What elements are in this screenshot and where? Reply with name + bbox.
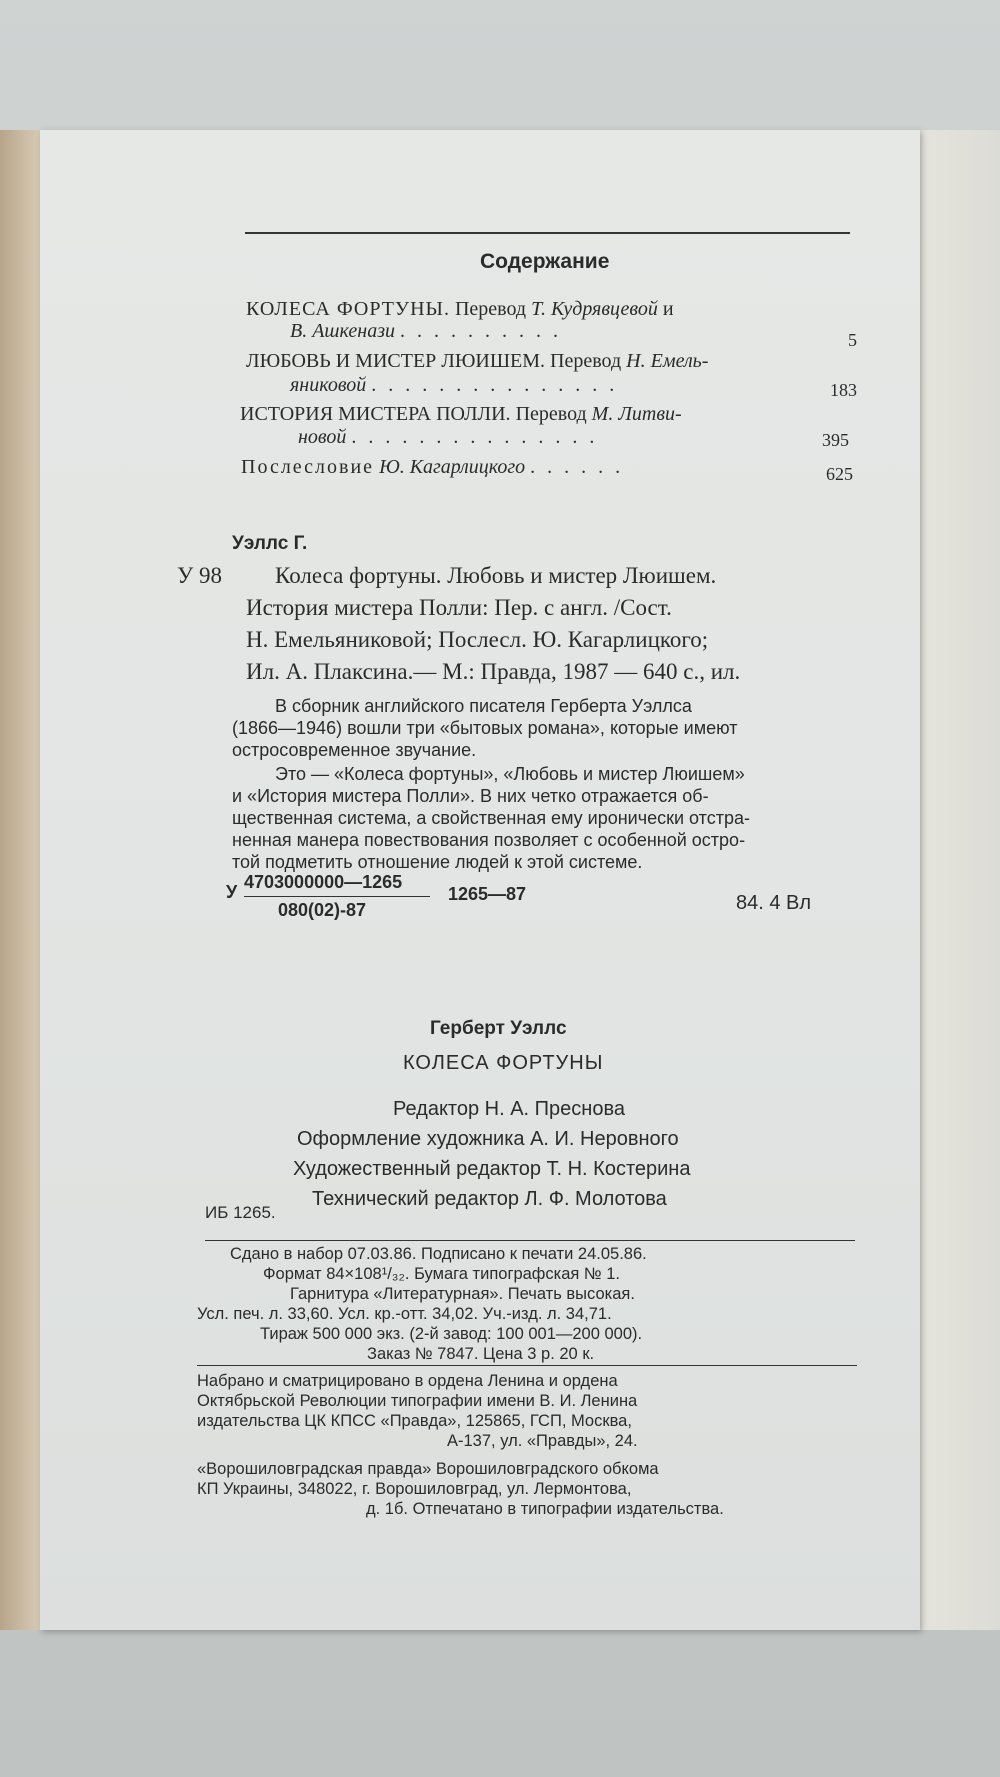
fraction-bar [244, 896, 430, 897]
annotation-line: ненная манера повествования позволяет с особенной остро- [232, 830, 746, 850]
toc-conj: и [662, 298, 674, 320]
annotation-line: В сборник английского писателя Герберта Уэллса [275, 696, 692, 716]
credits-staff: Художественный редактор Т. Н. Костерина [293, 1158, 691, 1180]
toc-page: 183 [830, 380, 857, 400]
catalog-line: Ил. А. Плаксина.— М.: Правда, 1987 — 640 с., ил. [246, 659, 741, 684]
annotation-line: остросовременное звучание. [232, 740, 477, 760]
toc-translator: Н. Емель- [626, 350, 709, 372]
annotation-line: (1866—1946) вошли три «бытовых романа», которые имеют [232, 718, 738, 738]
catalog-line: Колеса фортуны. Любовь и мистер Люишем. [275, 563, 717, 588]
toc-leader: ............... [351, 426, 607, 448]
credits-author: Герберт Уэллс [430, 1018, 567, 1039]
credits-staff: Редактор Н. А. Преснова [393, 1098, 625, 1120]
toc-title: КОЛЕСА ФОРТУНЫ. [246, 298, 450, 320]
catalog-code-numerator: 4703000000—1265 [244, 872, 403, 892]
imprint-line: Сдано в набор 07.03.86. Подписано к печати 24.05.86. [230, 1245, 647, 1263]
imprint-rule-mid [197, 1365, 857, 1366]
toc-translator-2: яниковой [290, 374, 367, 396]
catalog-bbk: 84. 4 Вл [736, 892, 812, 914]
annotation-line: Это — «Колеса фортуны», «Любовь и мистер Люишем» [275, 764, 745, 784]
toc-leader: .......... [400, 320, 570, 342]
printer-line: Октябрьской Революции типографии имени В. И. Ленина [197, 1392, 638, 1410]
toc-translator-2: В. Ашкенази [290, 320, 395, 342]
toc-label: Перевод [515, 403, 587, 425]
toc-translator: Т. Кудрявцевой [531, 298, 658, 320]
credits-book-title: КОЛЕСА ФОРТУНЫ [403, 1052, 604, 1074]
printer-line: д. 1б. Отпечатано в типографии издательства. [366, 1500, 724, 1518]
catalog-author-heading: Уэллс Г. [232, 533, 308, 554]
toc-translator: М. Литви- [591, 403, 682, 425]
toc-leader: ...... [530, 456, 633, 478]
printer-line: издательства ЦК КПСС «Правда», 125865, ГСП, Москва, [197, 1412, 632, 1430]
catalog-code-letter: У [226, 882, 238, 902]
imprint-line: Усл. печ. л. 33,60. Усл. кр.-отт. 34,02. Уч.-изд. л. 34,71. [197, 1305, 612, 1323]
annotation-line: и «История мистера Полли». В них четко отражается об- [232, 786, 709, 806]
printer-line: КП Украины, 348022, г. Ворошиловград, ул. Лермонтова, [197, 1480, 632, 1498]
credits-ib: ИБ 1265. [205, 1203, 276, 1222]
toc-label: Перевод [454, 298, 527, 320]
imprint-rule-top [205, 1240, 855, 1241]
imprint-line: Заказ № 7847. Цена 3 р. 20 к. [367, 1345, 595, 1363]
toc-title: Послесловие [241, 456, 375, 478]
printer-line: Набрано и сматрицировано в ордена Ленина и ордена [197, 1372, 618, 1390]
annotation-line: той подметить отношение людей к этой системе. [232, 852, 643, 872]
top-rule [245, 232, 850, 234]
catalog-index-code: У 98 [177, 563, 223, 588]
credits-staff: Оформление художника А. И. Неровного [297, 1128, 679, 1150]
toc-title: ЛЮБОВЬ И МИСТЕР ЛЮИШЕМ. [246, 350, 546, 372]
imprint-line: Тираж 500 000 экз. (2-й завод: 100 001—200 000). [260, 1325, 643, 1343]
catalog-line: Н. Емельяниковой; Послесл. Ю. Кагарлицкого; [246, 627, 709, 652]
contents-title: Содержание [480, 250, 610, 273]
toc-page: 5 [848, 330, 857, 350]
catalog-code-denominator: 080(02)-87 [278, 900, 367, 920]
imprint-line: Формат 84×108¹/₃₂. Бумага типографская № 1. [263, 1265, 620, 1283]
toc-leader: ............... [371, 374, 627, 396]
toc-author: Ю. Кагарлицкого [379, 456, 526, 478]
toc-translator-2: новой [298, 426, 347, 448]
toc-page: 395 [822, 430, 849, 450]
catalog-code-middle: 1265—87 [448, 884, 527, 904]
imprint-line: Гарнитура «Литературная». Печать высокая. [290, 1285, 635, 1303]
annotation-line: щественная система, а свойственная ему иронически отстра- [232, 808, 750, 828]
credits-staff: Технический редактор Л. Ф. Молотова [312, 1188, 667, 1210]
toc-title: ИСТОРИЯ МИСТЕРА ПОЛЛИ. [240, 403, 511, 425]
printer-line: «Ворошиловградская правда» Ворошиловградского обкома [197, 1460, 659, 1478]
printer-line: А-137, ул. «Правды», 24. [447, 1432, 638, 1450]
catalog-line: История мистера Полли: Пер. с англ. /Сост. [246, 595, 672, 620]
toc-page: 625 [826, 464, 853, 484]
toc-label: Перевод [550, 350, 622, 372]
